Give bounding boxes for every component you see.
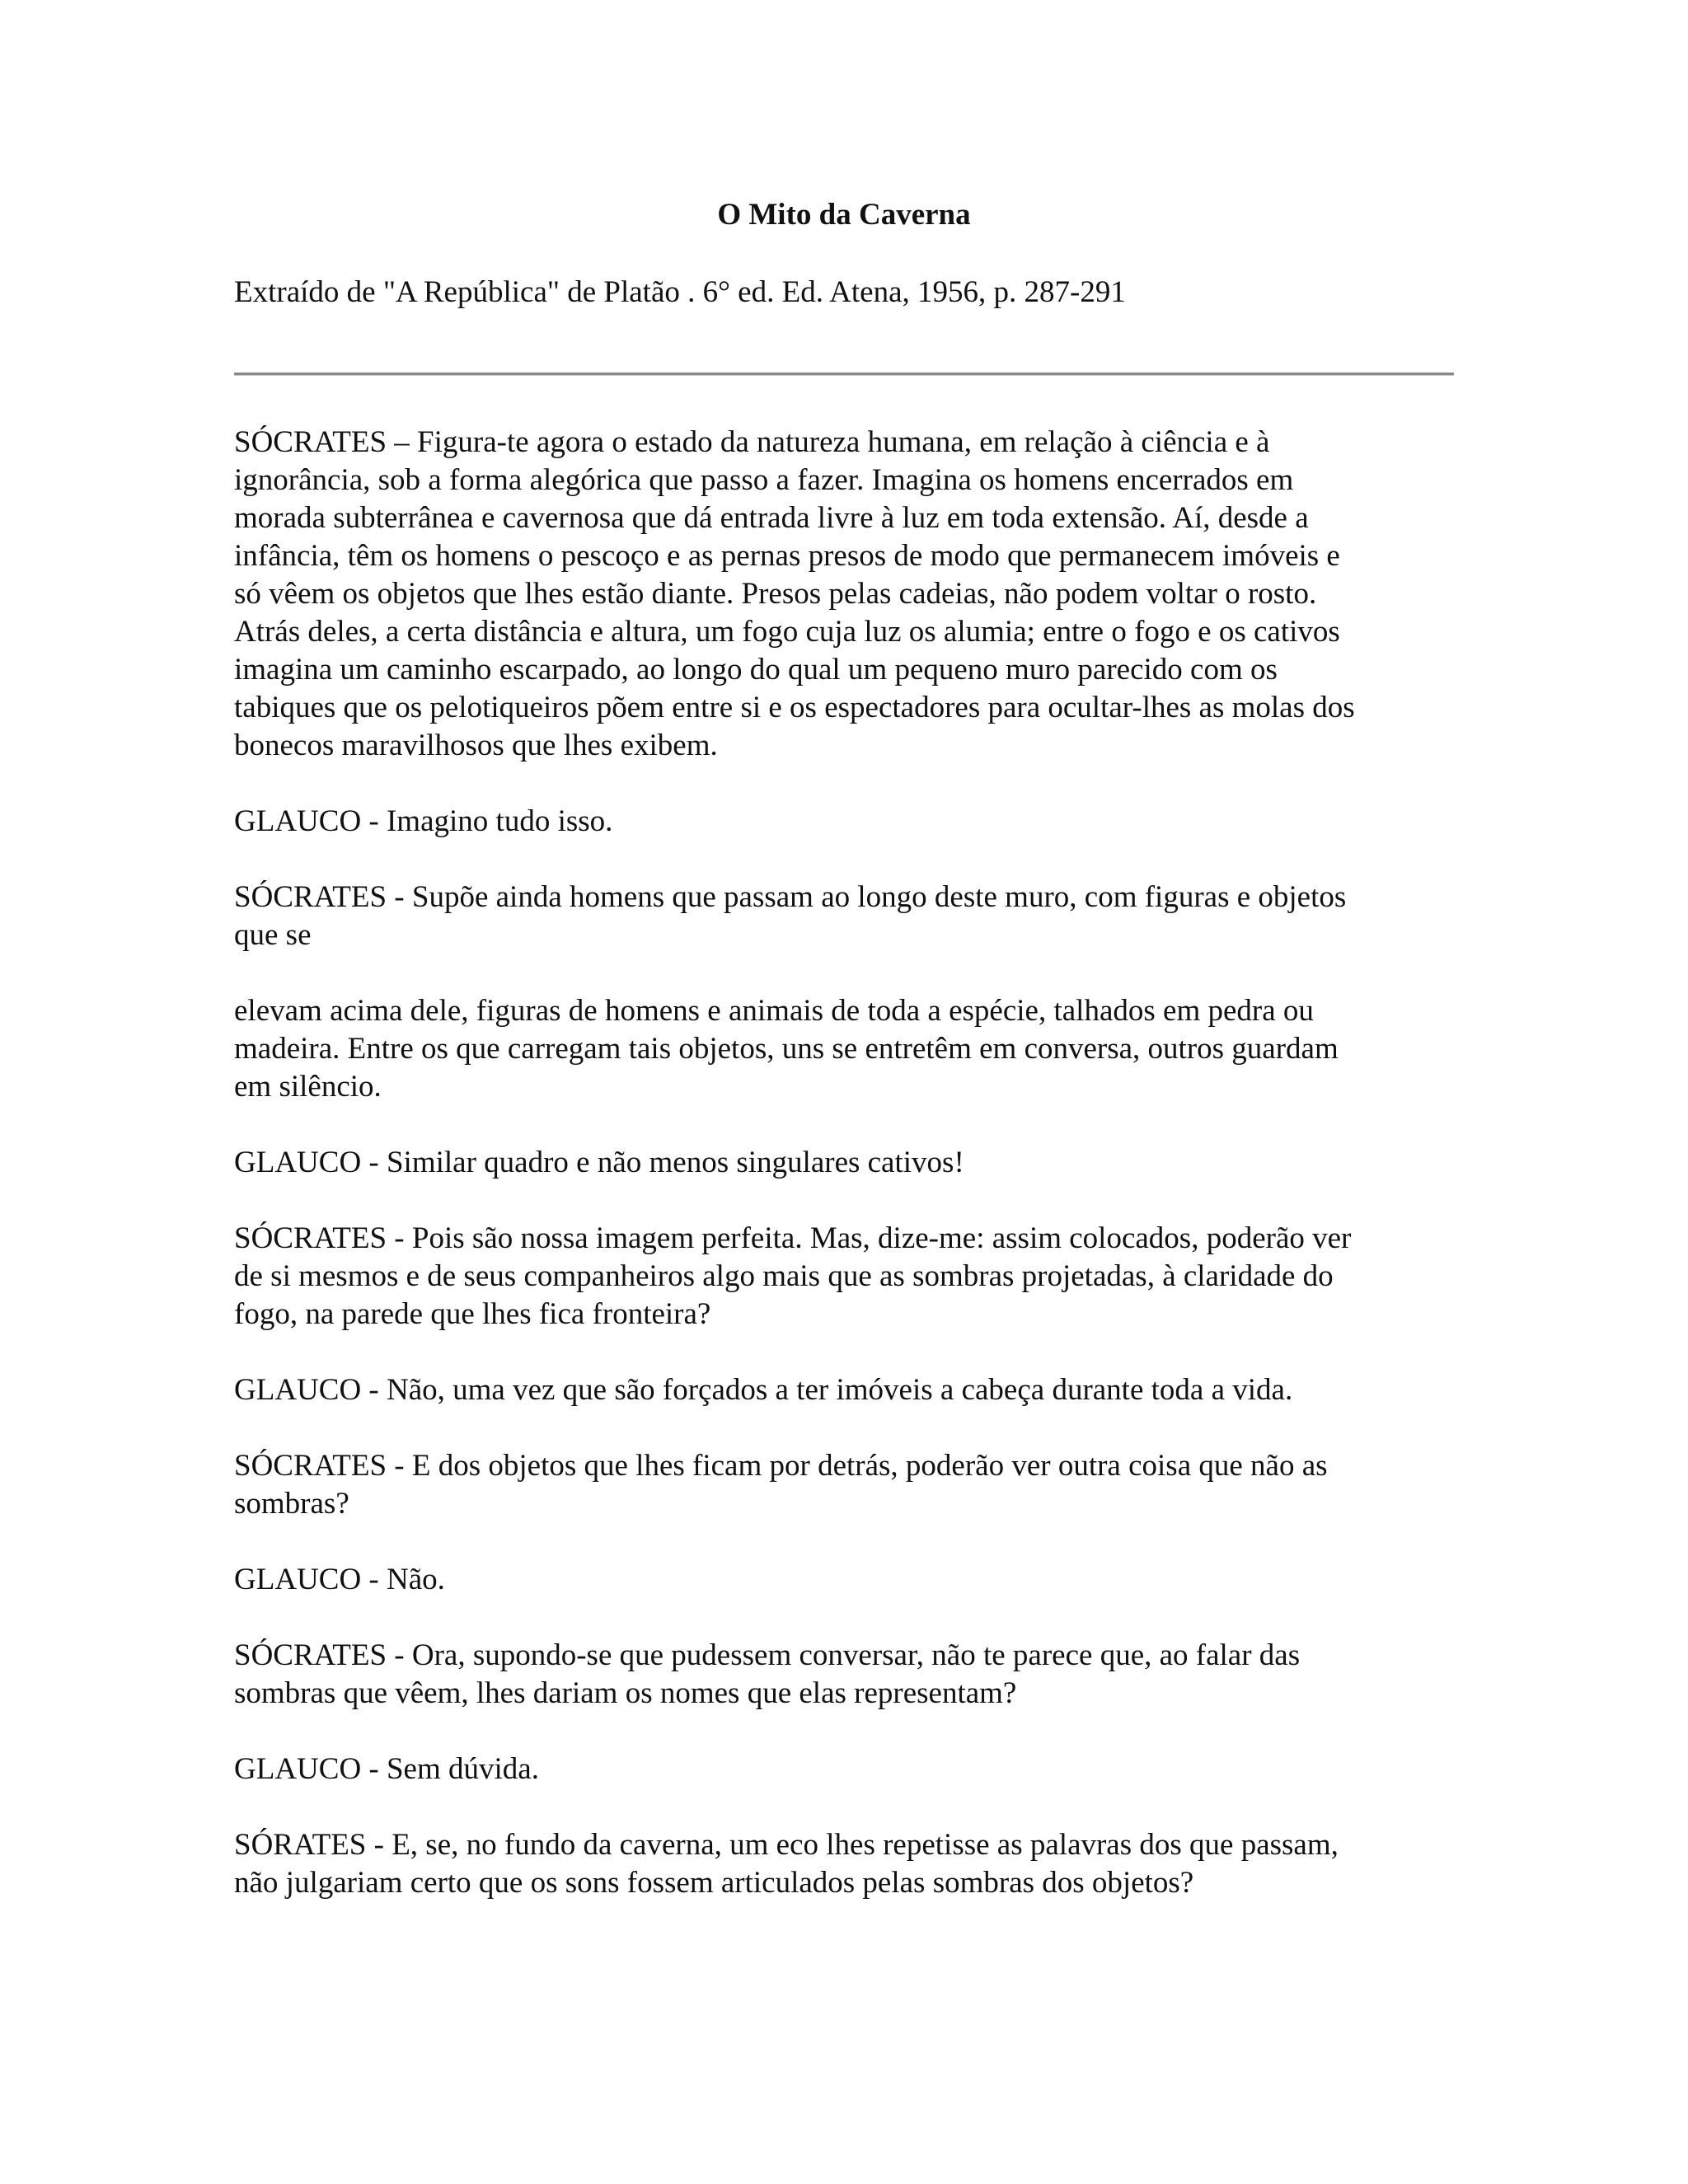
text-line: imagina um caminho escarpado, ao longo do qual um pequeno muro parecido com os bbox=[234, 653, 1278, 687]
dialogue-paragraph bbox=[234, 1637, 1462, 1713]
text-line: SÓCRATES - Pois são nossa imagem perfeita. Mas, dize-me: assim colocados, poderão ver bbox=[234, 1221, 1352, 1255]
dialogue-paragraph bbox=[234, 1144, 1462, 1182]
text-line: SÓCRATES – Figura-te agora o estado da natureza humana, em relação à ciência e à bbox=[234, 425, 1270, 459]
text-line: GLAUCO - Similar quadro e não menos singulares cativos! bbox=[234, 1146, 964, 1179]
dialogue-paragraph bbox=[234, 1371, 1462, 1409]
dialogue-body bbox=[234, 424, 1462, 1940]
text-line: GLAUCO - Imagino tudo isso. bbox=[234, 804, 613, 838]
text-line: GLAUCO - Não, uma vez que são forçados a ter imóveis a cabeça durante toda a vida. bbox=[234, 1373, 1293, 1407]
dialogue-paragraph bbox=[234, 1561, 1462, 1599]
text-line: GLAUCO - Sem dúvida. bbox=[234, 1752, 539, 1786]
dialogue-paragraph bbox=[234, 879, 1462, 954]
text-line: Atrás deles, a certa distância e altura, um fogo cuja luz os alumia; entre o fogo e os cativos bbox=[234, 615, 1340, 649]
dialogue-paragraph bbox=[234, 1750, 1462, 1788]
text-line: morada subterrânea e cavernosa que dá entrada livre à luz em toda extensão. Aí, desde a bbox=[234, 501, 1309, 535]
document-title: O Mito da Caverna bbox=[717, 198, 971, 232]
dialogue-paragraph bbox=[234, 424, 1462, 765]
text-line: GLAUCO - Não. bbox=[234, 1563, 445, 1596]
text-line: elevam acima dele, figuras de homens e animais de toda a espécie, talhados em pedra ou bbox=[234, 994, 1314, 1028]
text-line: SÓRATES - E, se, no fundo da caverna, um eco lhes repetisse as palavras dos que passam, bbox=[234, 1828, 1339, 1862]
text-line: madeira. Entre os que carregam tais objetos, uns se entretêm em conversa, outros guardam bbox=[234, 1032, 1339, 1066]
dialogue-paragraph bbox=[234, 1447, 1462, 1523]
source-citation: Extraído de "A República" de Platão . 6° ed. Ed. Atena, 1956, p. 287-291 bbox=[234, 275, 1126, 309]
text-line: SÓCRATES - E dos objetos que lhes ficam por detrás, poderão ver outra coisa que não as bbox=[234, 1449, 1328, 1483]
dialogue-paragraph bbox=[234, 1826, 1462, 1902]
text-line: não julgariam certo que os sons fossem articulados pelas sombras dos objetos? bbox=[234, 1866, 1194, 1900]
text-line: fogo, na parede que lhes fica fronteira? bbox=[234, 1297, 711, 1331]
text-line: de si mesmos e de seus companheiros algo mais que as sombras projetadas, à claridade do bbox=[234, 1259, 1334, 1293]
text-line: SÓCRATES - Ora, supondo-se que pudessem conversar, não te parece que, ao falar das bbox=[234, 1638, 1301, 1672]
text-line: SÓCRATES - Supõe ainda homens que passam ao longo deste muro, com figuras e objetos bbox=[234, 880, 1347, 914]
text-line: em silêncio. bbox=[234, 1070, 382, 1104]
text-line: só vêem os objetos que lhes estão diante. Presos pelas cadeias, não podem voltar o rosto. bbox=[234, 577, 1317, 611]
text-line: infância, têm os homens o pescoço e as pernas presos de modo que permanecem imóveis e bbox=[234, 539, 1340, 573]
text-line: ignorância, sob a forma alegórica que passo a fazer. Imagina os homens encerrados em bbox=[234, 463, 1294, 497]
dialogue-paragraph bbox=[234, 1220, 1462, 1333]
text-line: sombras que vêem, lhes dariam os nomes que elas representam? bbox=[234, 1676, 1017, 1710]
dialogue-paragraph bbox=[234, 803, 1462, 841]
text-line: bonecos maravilhosos que lhes exibem. bbox=[234, 729, 718, 762]
horizontal-divider bbox=[234, 373, 1454, 376]
text-line: que se bbox=[234, 918, 312, 952]
text-line: sombras? bbox=[234, 1487, 349, 1521]
text-line: tabiques que os pelotiqueiros põem entre si e os espectadores para ocultar-lhes as molas dos bbox=[234, 691, 1355, 724]
dialogue-paragraph bbox=[234, 992, 1462, 1106]
